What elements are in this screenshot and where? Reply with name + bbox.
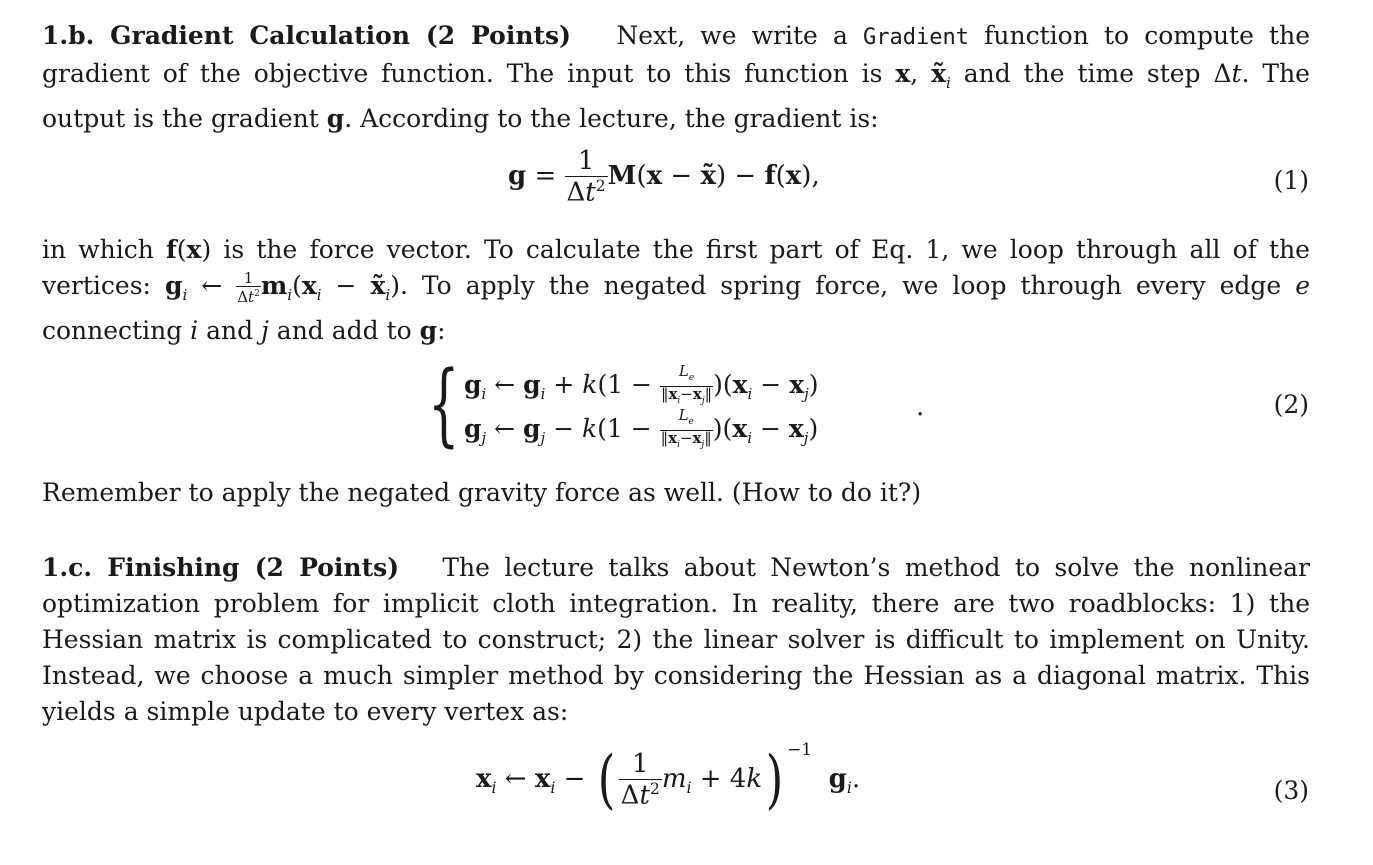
force-vector-paragraph: in which f(x) is the force vector. To calculate the first part of Eq. 1, we loop through all of the vertices: $g_i$ ← $\frac{1}{\Delta t^2}$ $m_i(x_i$ − $x̃_i$). To apply the negated spring force, we loop through every edge e connecting i and j and add to g: [42, 235, 1310, 345]
math-vertex-update: $g_i$ ← $\frac{1}{\Delta t^2}$ $m_i(x_i$ − $x̃_i$) [164, 268, 400, 306]
math-g: g [326, 104, 345, 133]
after-eq1-text-4: connecting [42, 316, 183, 345]
equation-1-number: (1) [1273, 166, 1309, 195]
math-e: e [1295, 271, 1310, 300]
equation-2-number: (2) [1273, 390, 1309, 419]
section-c-heading: 1.c. Finishing (2 Points) [42, 553, 400, 582]
after-eq1-text-1: in which [42, 235, 154, 264]
equation-1: g = $\frac{1}{\Delta t^2}$ M(x − x̃) − f(x), [508, 146, 820, 208]
math-fx: f(x) [166, 235, 212, 264]
math-inputs: x, $x̃_i$ [895, 59, 951, 92]
after-eq1-text-2: is the force vector. To calculate the first part of Eq. 1, we loop through all of the vertices: [42, 235, 1310, 300]
math-dt: Δt [1213, 59, 1242, 88]
equation-3-number: (3) [1273, 776, 1309, 805]
math-j: j [261, 316, 269, 345]
intro-text-4: . The output is the gradient [42, 59, 1310, 133]
intro-text-1: Next, we write a [616, 21, 848, 50]
section-b-heading: 1.b. Gradient Calculation (2 Points) [42, 21, 571, 50]
equation-2-brace: { [428, 352, 460, 457]
section-b-intro [42, 18, 1310, 137]
intro-text-2: function to compute the gradient of the objective function. The input to this function is [42, 21, 1310, 88]
after-eq1-text-6: and add to [276, 316, 412, 345]
math-g-2: g [419, 316, 438, 345]
gravity-note: Remember to apply the negated gravity force as well. (How to do it?) [42, 478, 922, 507]
intro-text-5: . According to the lecture, the gradient is: [344, 104, 879, 133]
math-i: i [190, 316, 199, 345]
code-gradient: Gradient [863, 25, 969, 50]
equation-2-line-1: $g_i$ ← $g_i + k(1$ − $\frac{L_e}{‖x_i-x_j‖}$ )$(x_i - x_j)$ [464, 362, 819, 406]
equation-2-line-2: $g_j$ ← $g_j - k(1$ − $\frac{L_e}{‖x_i-x_j‖}$ )$(x_i - x_j)$ [464, 406, 819, 450]
section-c-paragraph [42, 550, 1310, 730]
equation-3: $x_i$ ← $x_i$ − ( $\frac{1}{\Delta t^2}$ $m_i + 4k$) $^{-1}$ $g_i$. [476, 740, 861, 817]
equation-2-period: . [916, 392, 925, 422]
section-c-body: The lecture talks about Newton’s method to solve the nonlinear optimization problem for implicit cloth integration. In reality, there are two roadblocks: 1) the Hessian matrix is complicated to construct; 2) the linear solver is difficult to implement on Unity. Instead, we choose a much simpler method by considering the Hessian as a diagonal matrix. This yields a simple update to every vertex as: [42, 553, 1310, 726]
intro-text-3: and the time step [963, 59, 1201, 88]
after-eq1-text-5: and [206, 316, 254, 345]
after-eq1-text-3: . To apply the negated spring force, we loop through every edge [399, 271, 1282, 300]
